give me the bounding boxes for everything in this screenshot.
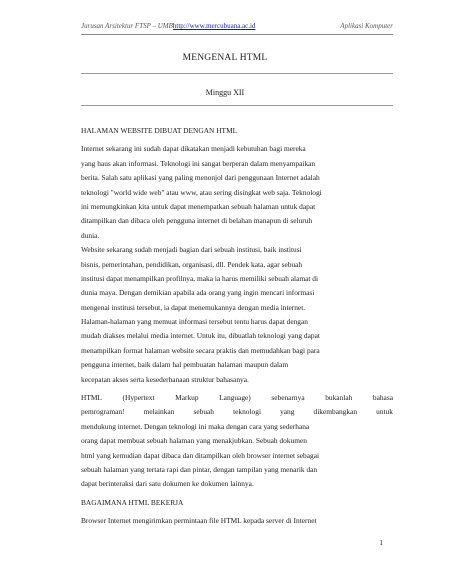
text-line: Website sekarang sudah menjadi bagian dari sebuah institusi, baik institusi bbox=[81, 245, 302, 255]
section-heading: HALAMAN WEBSITE DIBUAT DENGAN HTML bbox=[81, 126, 238, 135]
text-line: Browser Internet mengirimkan permintaan file HTML kepada server di Internet bbox=[81, 516, 317, 526]
text-line: Internet sekarang ini sudah dapat dikatakan menjadi kebutuhan bagi mereka bbox=[81, 144, 306, 154]
word: Language) bbox=[219, 393, 251, 403]
section2-paragraphs bbox=[81, 514, 393, 528]
text-line: kecepatan akses serta kesederhanaan struktur bahasanya. bbox=[81, 374, 249, 384]
word: pemrograman! bbox=[81, 407, 125, 417]
document-subtitle: Minggu XII bbox=[205, 88, 245, 97]
page-number: 1 bbox=[379, 538, 383, 547]
justified-line-html bbox=[81, 391, 393, 405]
title-divider bbox=[81, 73, 393, 74]
document-title: MENGENAL HTML bbox=[182, 53, 268, 63]
word: untuk bbox=[376, 407, 393, 417]
header-divider bbox=[81, 34, 393, 35]
justified-line-pemrograman bbox=[81, 405, 393, 419]
word: dikembangkan bbox=[313, 407, 358, 417]
text-line: mendukung internet. Dengan teknologi ini maka dengan cara yang sederhana bbox=[81, 421, 310, 431]
word: bahasa bbox=[372, 393, 393, 403]
text-line: dunia. bbox=[81, 230, 100, 240]
text-line: menampilkan format halaman website secara praktis dan memudahkan bagi para bbox=[81, 345, 320, 355]
text-line: ditampilkan dan dibaca oleh pengguna internet di belahan manapun di seluruh bbox=[81, 216, 313, 226]
word: melainkan bbox=[143, 407, 175, 417]
text-line: mudah diakses melalui media internet. Untuk itu, dibuatlah teknologi yang dapat bbox=[81, 331, 320, 341]
word: (Hypertext bbox=[122, 393, 155, 403]
section-heading: BAGAIMANA HTML BEKERJA bbox=[81, 497, 184, 507]
section1-paragraphs bbox=[81, 142, 393, 387]
header-link[interactable]: http://www.mercubuana.ac.id bbox=[172, 22, 256, 30]
text-line: html yang kemudian dapat dibaca dan ditampilkan oleh browser internet sebagai bbox=[81, 450, 320, 460]
word: teknologi bbox=[233, 407, 261, 417]
text-line: Halaman-halaman yang memuat informasi tersebut tentu harus dapat dengan bbox=[81, 317, 308, 327]
text-line: sebuah halaman yang tertata rapi dan pintar, dengan tampilan yang menarik dan bbox=[81, 464, 318, 474]
text-line: ini memungkinkan kita untuk dapat menempatkan sebuah halaman untuk dapat bbox=[81, 201, 316, 211]
text-line: dunia maya. Dengan demikian apabila ada orang yang ingin mencari informasi bbox=[81, 288, 315, 298]
text-line: institusi dapat menampilkan profilnya, maka ia harus memiliki sebuah alamat di bbox=[81, 273, 319, 283]
subtitle-divider bbox=[81, 105, 393, 106]
word: HTML bbox=[81, 393, 102, 403]
header-department: Jurusan Arsitektur FTSP – UMB bbox=[81, 22, 173, 30]
document-body bbox=[81, 124, 393, 529]
text-line: orang dapat membuat sebuah halaman yang menakjubkan. Sebuah dokumen bbox=[81, 436, 307, 446]
text-line: berita. Salah satu aplikasi yang paling menonjol dari penggunaan Internet adalah bbox=[81, 173, 320, 183]
text-line: pengguna internet, baik dalam hal pembuatan halaman maupun dalam bbox=[81, 360, 289, 370]
header-course: Aplikasi Komputer bbox=[340, 22, 393, 30]
text-line: dapat berinteraksi dari satu dokumen ke dokumen lainnya. bbox=[81, 479, 254, 489]
header-left bbox=[81, 22, 255, 30]
text-line: mengenai institusi tersebut, ia dapat menemukannya dengan media internet. bbox=[81, 302, 306, 312]
word: Markup bbox=[175, 393, 199, 403]
word: yang bbox=[280, 407, 295, 417]
word: bukanlah bbox=[325, 393, 353, 403]
word: sebuah bbox=[193, 407, 214, 417]
word: sebenarnya bbox=[271, 393, 305, 403]
page-header bbox=[81, 20, 393, 33]
section1-paragraphs-continued bbox=[81, 420, 393, 492]
text-line: teknologi "world wide web" atau www, atau sering disingkat web saja. Teknologi bbox=[81, 187, 322, 197]
text-line: yang haus akan informasi. Teknologi ini sangat berperan dalam menyampaikan bbox=[81, 158, 316, 168]
text-line: bisnis, pemerintahan, pendidikan, organisasi, dll. Pendek kata, agar sebuah bbox=[81, 259, 303, 269]
